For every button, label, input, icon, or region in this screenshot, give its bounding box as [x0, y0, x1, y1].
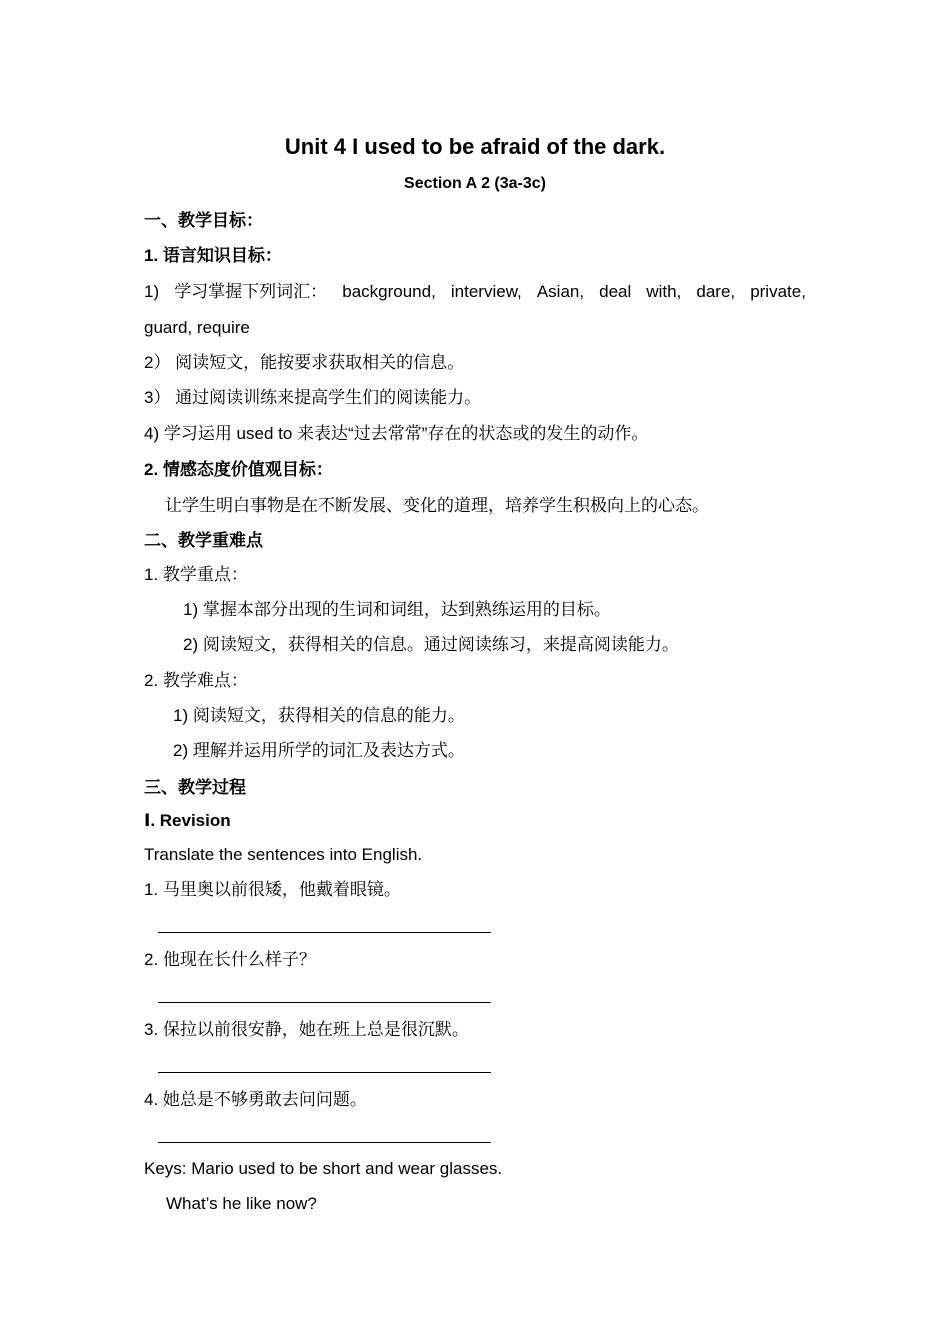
revision-question-4: 4. 她总是不够勇敢去问问题。 [144, 1090, 367, 1109]
document-subtitle: Section A 2 (3a-3c) [404, 175, 546, 192]
objective-item-1-part: Asian, [536, 282, 585, 301]
document-title: Unit 4 I used to be afraid of the dark. [284, 134, 666, 159]
section-heading-process: 三、教学过程 [144, 778, 246, 797]
objective-item-1-part: 1) [144, 282, 160, 301]
revision-instruction: Translate the sentences into English. [144, 845, 423, 864]
section-heading-objectives: 一、教学目标： [144, 211, 263, 230]
revision-question-2: 2. 他现在长什么样子？ [144, 950, 316, 969]
answer-blank-4 [158, 1142, 491, 1143]
objective-item-4: 4) 学习运用 used to 来表达“过去常常”存在的状态或的发生的动作。 [144, 424, 649, 443]
keys-line-2: What’s he like now? [166, 1194, 317, 1213]
key-point-item-2: 2) 阅读短文，获得相关的信息。通过阅读练习，来提高阅读能力。 [183, 635, 679, 654]
objective-item-1-part: deal [599, 282, 632, 301]
key-point-item-1: 1) 掌握本部分出现的生词和词组，达到熟练运用的目标。 [183, 600, 611, 619]
difficult-point-item-1: 1) 阅读短文，获得相关的信息的能力。 [173, 706, 465, 725]
answer-blank-3 [158, 1072, 491, 1073]
subheading-language-objectives: 1. 语言知识目标： [144, 246, 282, 265]
section-heading-key-points: 二、教学重难点 [144, 531, 263, 550]
emotion-objective-text: 让学生明白事物是在不断发展、变化的道理，培养学生积极向上的心态。 [165, 496, 709, 515]
objective-item-3: 3） 通过阅读训练来提高学生们的阅读能力。 [144, 388, 482, 407]
objective-item-1-part: interview, [450, 282, 522, 301]
objective-item-1-part: 学习掌握下列词汇： [174, 282, 328, 301]
objective-item-1 [144, 281, 806, 303]
subheading-emotion-objectives: 2. 情感态度价值观目标： [144, 460, 333, 479]
answer-blank-1 [158, 932, 491, 933]
subheading-difficult-points: 2. 教学难点： [144, 671, 248, 690]
objective-item-1-part: with, [646, 282, 682, 301]
objective-item-1-part: background, [342, 282, 436, 301]
objective-item-2: 2） 阅读短文，能按要求获取相关的信息。 [144, 353, 465, 372]
objective-item-1-part: dare, [696, 282, 736, 301]
keys-line-1: Keys: Mario used to be short and wear glasses. [144, 1159, 503, 1178]
revision-question-3: 3. 保拉以前很安静，她在班上总是很沉默。 [144, 1020, 469, 1039]
revision-heading: Ⅰ. Revision [144, 811, 231, 830]
objective-item-1-continued: guard, require [144, 318, 250, 337]
subheading-key-points: 1. 教学重点： [144, 565, 248, 584]
difficult-point-item-2: 2) 理解并运用所学的词汇及表达方式。 [173, 741, 465, 760]
answer-blank-2 [158, 1002, 491, 1003]
revision-question-1: 1. 马里奥以前很矮，他戴着眼镜。 [144, 880, 401, 899]
objective-item-1-part: private, [750, 282, 806, 301]
